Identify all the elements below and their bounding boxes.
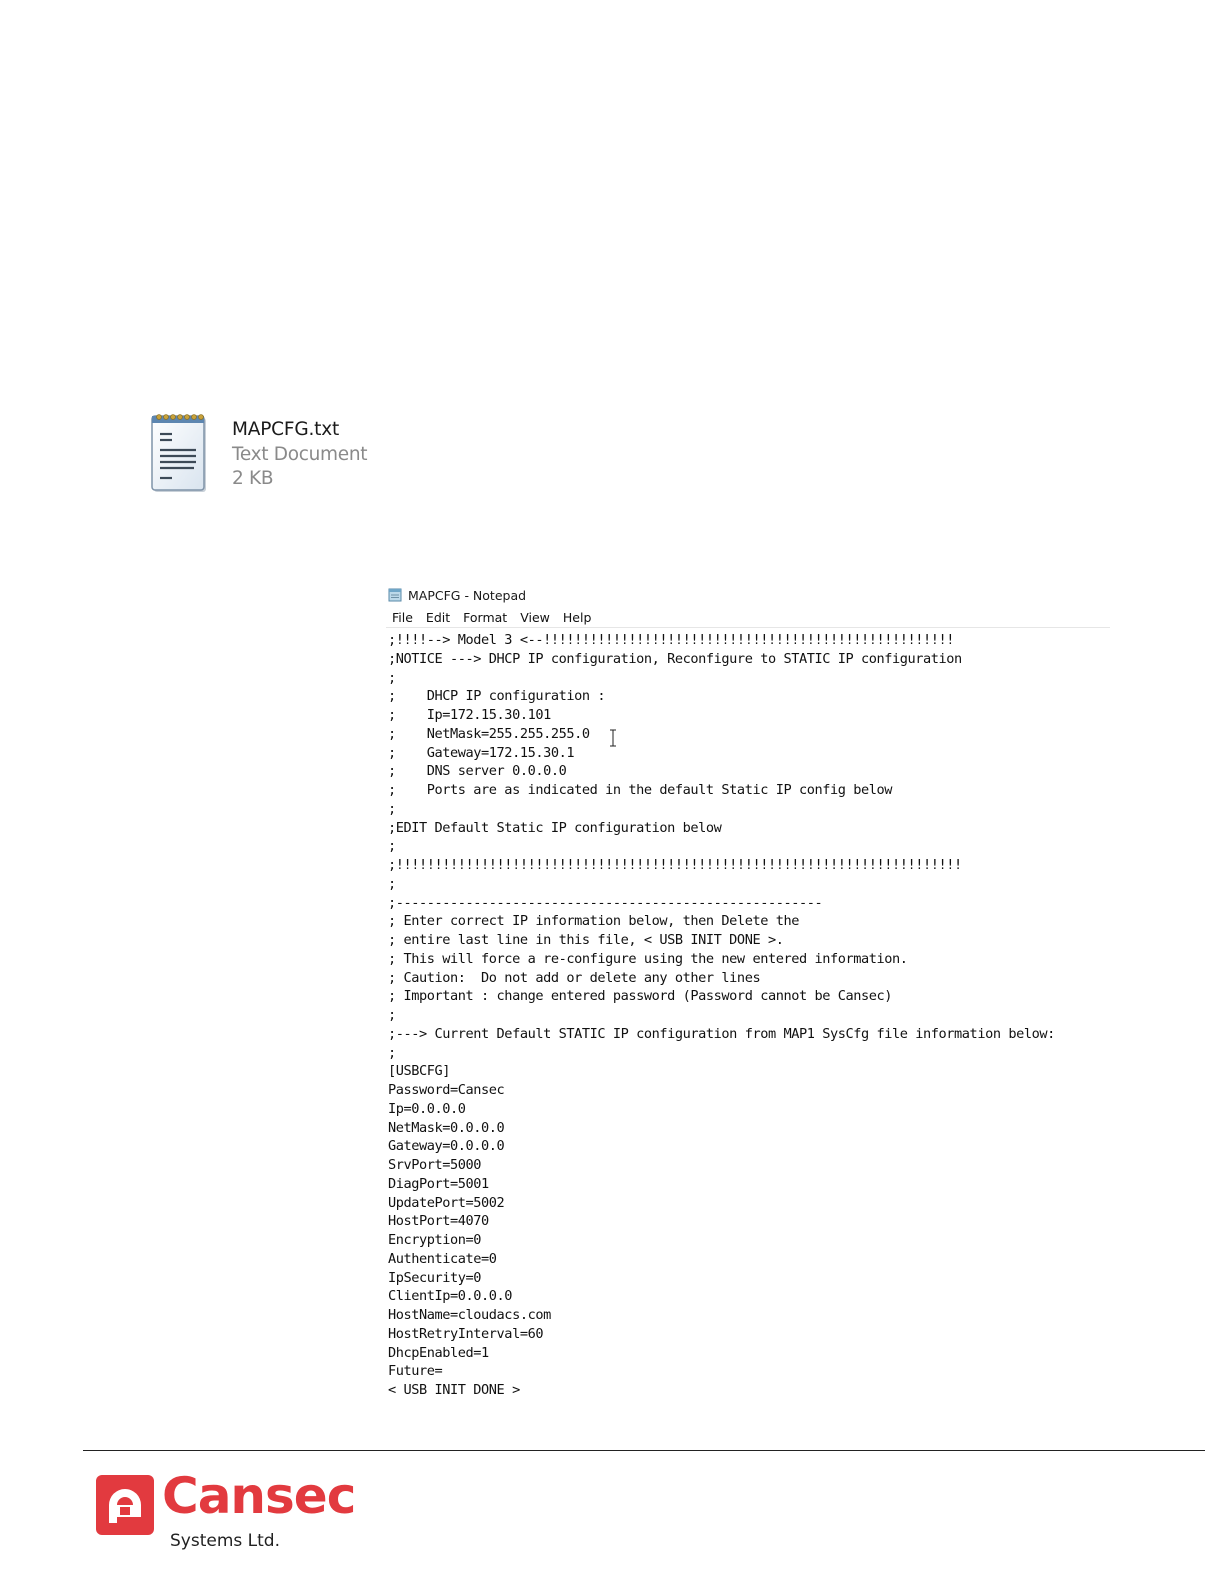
editor-line: ;EDIT Default Static IP configuration below [388, 819, 722, 836]
editor-line: DiagPort=5001 [388, 1175, 489, 1192]
editor-line: UpdatePort=5002 [388, 1194, 505, 1211]
editor-line: ; [388, 1044, 396, 1061]
menu-divider [386, 627, 1110, 628]
menu-format[interactable]: Format [463, 610, 508, 625]
window-title: MAPCFG - Notepad [408, 588, 527, 603]
notepad-app-icon [388, 588, 402, 602]
file-name: MAPCFG.txt [232, 419, 340, 440]
editor-line: IpSecurity=0 [388, 1269, 482, 1286]
editor-line: ; Important : change entered password (Password cannot be Cansec) [388, 988, 893, 1005]
menu-bar [386, 610, 1112, 628]
editor-line: [USBCFG] [388, 1063, 451, 1080]
editor-line: Authenticate=0 [388, 1250, 497, 1267]
editor-line: Password=Cansec [388, 1082, 505, 1098]
editor-line: ; [388, 800, 396, 817]
editor-line: ; DHCP IP configuration : [388, 688, 606, 705]
editor-line: DhcpEnabled=1 [388, 1344, 489, 1361]
editor-line: Gateway=0.0.0.0 [388, 1138, 505, 1155]
editor-line: ; NetMask=255.255.255.0 [388, 725, 590, 742]
cansec-logo [96, 1467, 356, 1565]
editor-line: ; [388, 838, 396, 855]
brand-tagline: Systems Ltd. [170, 1531, 280, 1551]
editor-line: ;---> Current Default STATIC IP configuration from MAP1 SysCfg file information below: [388, 1025, 1055, 1042]
file-size: 2 KB [232, 468, 274, 489]
editor-line: ; This will force a re-configure using the new entered information. [388, 950, 908, 967]
editor-line: ; Ports are as indicated in the default Static IP config below [388, 782, 893, 798]
text-editor-area[interactable] [388, 631, 1112, 1401]
editor-line: ; [388, 875, 396, 892]
editor-line: ; Ip=172.15.30.101 [388, 707, 551, 723]
footer-divider [83, 1450, 1205, 1451]
editor-line: HostRetryInterval=60 [388, 1325, 544, 1342]
text-cursor-icon [608, 729, 618, 747]
editor-line: Ip=0.0.0.0 [388, 1100, 466, 1117]
editor-line: SrvPort=5000 [388, 1157, 482, 1173]
editor-line: HostPort=4070 [388, 1213, 489, 1230]
editor-line: ;!!!!!!!!!!!!!!!!!!!!!!!!!!!!!!!!!!!!!!!!!!!!!!!!!!!!!!!!!!!!!!!!!!!!!!!!! [388, 857, 962, 873]
menu-file[interactable]: File [392, 610, 413, 625]
notepad-window [386, 584, 1112, 1404]
editor-line: Encryption=0 [388, 1232, 482, 1248]
title-bar[interactable] [386, 584, 1112, 606]
editor-line: ; Enter correct IP information below, then Delete the [388, 913, 799, 930]
editor-line: ClientIp=0.0.0.0 [388, 1288, 513, 1305]
menu-help[interactable]: Help [562, 610, 592, 625]
editor-line: ; DNS server 0.0.0.0 [388, 763, 567, 780]
cansec-logo-icon [96, 1475, 154, 1535]
editor-line: Future= [388, 1363, 443, 1380]
menu-edit[interactable]: Edit [425, 610, 451, 625]
editor-line: ; Caution: Do not add or delete any other lines [388, 969, 761, 986]
editor-line: NetMask=0.0.0.0 [388, 1119, 505, 1136]
editor-line: ; entire last line in this file, < USB INIT DONE >. [388, 932, 784, 948]
editor-line: < USB INIT DONE > [388, 1382, 520, 1398]
brand-name: Cansec [162, 1467, 356, 1525]
editor-line: ; Gateway=172.15.30.1 [388, 744, 575, 761]
menu-view[interactable]: View [520, 610, 550, 625]
file-type: Text Document [232, 444, 368, 465]
editor-line: ;!!!!--> Model 3 <--!!!!!!!!!!!!!!!!!!!!!!!!!!!!!!!!!!!!!!!!!!!!!!!!!!!!! [388, 632, 955, 648]
editor-line: HostName=cloudacs.com [388, 1307, 551, 1323]
file-tile-mapcfg[interactable] [150, 412, 390, 502]
editor-line: ;------------------------------------------------------- [388, 894, 823, 911]
notepad-document-icon [150, 412, 212, 498]
editor-line: ; [388, 1007, 396, 1023]
editor-line: ; [388, 669, 396, 686]
editor-line: ;NOTICE ---> DHCP IP configuration, Reconfigure to STATIC IP configuration [388, 650, 962, 667]
